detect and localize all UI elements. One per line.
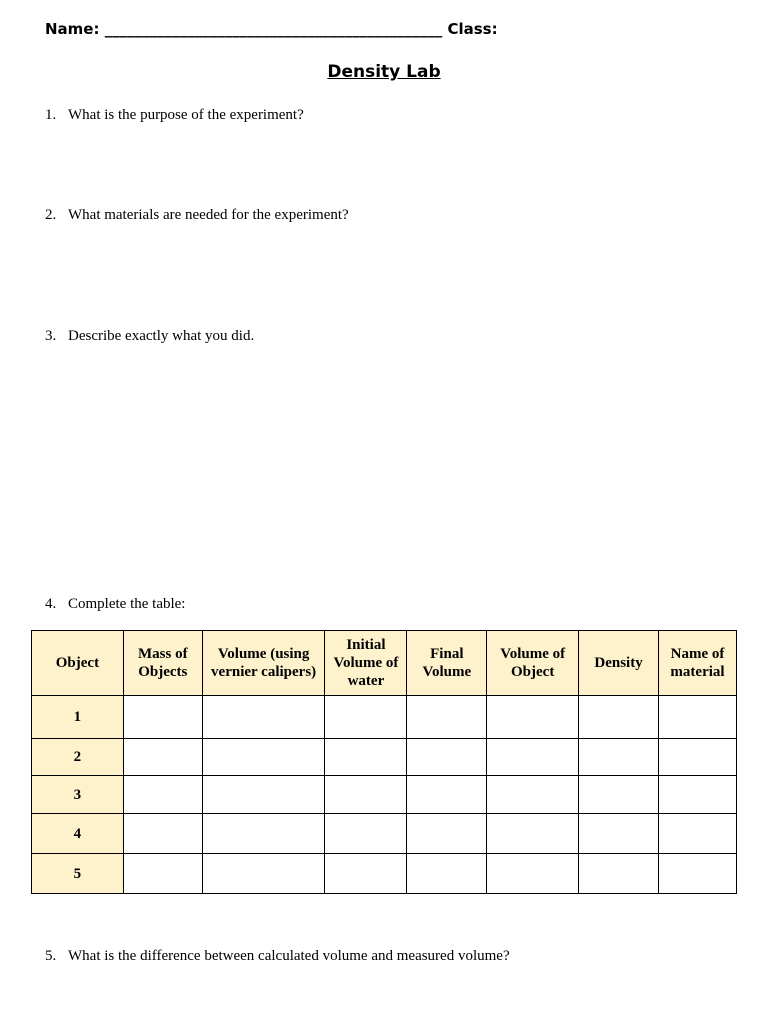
density-cell[interactable] <box>579 696 659 739</box>
question-number: 4. <box>45 596 57 612</box>
object-number-cell: 3 <box>32 776 124 814</box>
question-3 <box>45 328 254 345</box>
question-text: What is the difference between calculated volume and measured volume? <box>68 948 510 964</box>
class-label: Class: <box>447 20 498 38</box>
volume-object-cell[interactable] <box>487 776 579 814</box>
table-row <box>32 739 737 776</box>
mass-cell[interactable] <box>123 854 202 894</box>
mass-cell[interactable] <box>123 814 202 854</box>
volume-calipers-cell[interactable] <box>202 739 325 776</box>
column-header-volume-calipers: Volume (using vernier calipers) <box>202 631 325 696</box>
final-volume-cell[interactable] <box>407 696 487 739</box>
question-text: Complete the table: <box>68 596 186 612</box>
column-header-object: Object <box>32 631 124 696</box>
density-table <box>31 630 737 894</box>
material-cell[interactable] <box>659 739 737 776</box>
question-1 <box>45 107 304 124</box>
density-cell[interactable] <box>579 776 659 814</box>
object-number-cell: 4 <box>32 814 124 854</box>
final-volume-cell[interactable] <box>407 854 487 894</box>
question-number: 3. <box>45 328 57 344</box>
question-4 <box>45 596 185 613</box>
question-2 <box>45 207 349 224</box>
table-header-row <box>32 631 737 696</box>
column-header-volume-object: Volume of Object <box>487 631 579 696</box>
question-number: 1. <box>45 107 57 123</box>
column-header-mass: Mass of Objects <box>123 631 202 696</box>
question-number: 2. <box>45 207 57 223</box>
initial-volume-cell[interactable] <box>325 814 407 854</box>
column-header-initial-volume: Initial Volume of water <box>325 631 407 696</box>
mass-cell[interactable] <box>123 739 202 776</box>
material-cell[interactable] <box>659 696 737 739</box>
density-cell[interactable] <box>579 854 659 894</box>
column-header-material: Name of material <box>659 631 737 696</box>
initial-volume-cell[interactable] <box>325 696 407 739</box>
initial-volume-cell[interactable] <box>325 739 407 776</box>
name-blank-end: _ <box>434 20 443 38</box>
volume-object-cell[interactable] <box>487 854 579 894</box>
final-volume-cell[interactable] <box>407 739 487 776</box>
volume-calipers-cell[interactable] <box>202 854 325 894</box>
column-header-final-volume: Final Volume <box>407 631 487 696</box>
name-blank[interactable]: ____________________________________________ <box>104 20 435 38</box>
table-row <box>32 854 737 894</box>
volume-object-cell[interactable] <box>487 814 579 854</box>
volume-object-cell[interactable] <box>487 696 579 739</box>
final-volume-cell[interactable] <box>407 814 487 854</box>
material-cell[interactable] <box>659 776 737 814</box>
material-cell[interactable] <box>659 814 737 854</box>
object-number-cell: 5 <box>32 854 124 894</box>
name-label: Name: <box>45 20 100 38</box>
table-row <box>32 696 737 739</box>
material-cell[interactable] <box>659 854 737 894</box>
density-cell[interactable] <box>579 739 659 776</box>
question-text: What materials are needed for the experiment? <box>68 207 349 223</box>
initial-volume-cell[interactable] <box>325 776 407 814</box>
table-row <box>32 776 737 814</box>
object-number-cell: 2 <box>32 739 124 776</box>
final-volume-cell[interactable] <box>407 776 487 814</box>
volume-calipers-cell[interactable] <box>202 814 325 854</box>
volume-calipers-cell[interactable] <box>202 776 325 814</box>
object-number-cell: 1 <box>32 696 124 739</box>
table-row <box>32 814 737 854</box>
density-cell[interactable] <box>579 814 659 854</box>
volume-calipers-cell[interactable] <box>202 696 325 739</box>
question-text: Describe exactly what you did. <box>68 328 255 344</box>
initial-volume-cell[interactable] <box>325 854 407 894</box>
page-title: Density Lab <box>327 62 441 82</box>
question-5 <box>45 948 510 965</box>
question-text: What is the purpose of the experiment? <box>68 107 304 123</box>
mass-cell[interactable] <box>123 696 202 739</box>
mass-cell[interactable] <box>123 776 202 814</box>
question-number: 5. <box>45 948 57 964</box>
column-header-density: Density <box>579 631 659 696</box>
name-class-line <box>45 20 498 38</box>
volume-object-cell[interactable] <box>487 739 579 776</box>
